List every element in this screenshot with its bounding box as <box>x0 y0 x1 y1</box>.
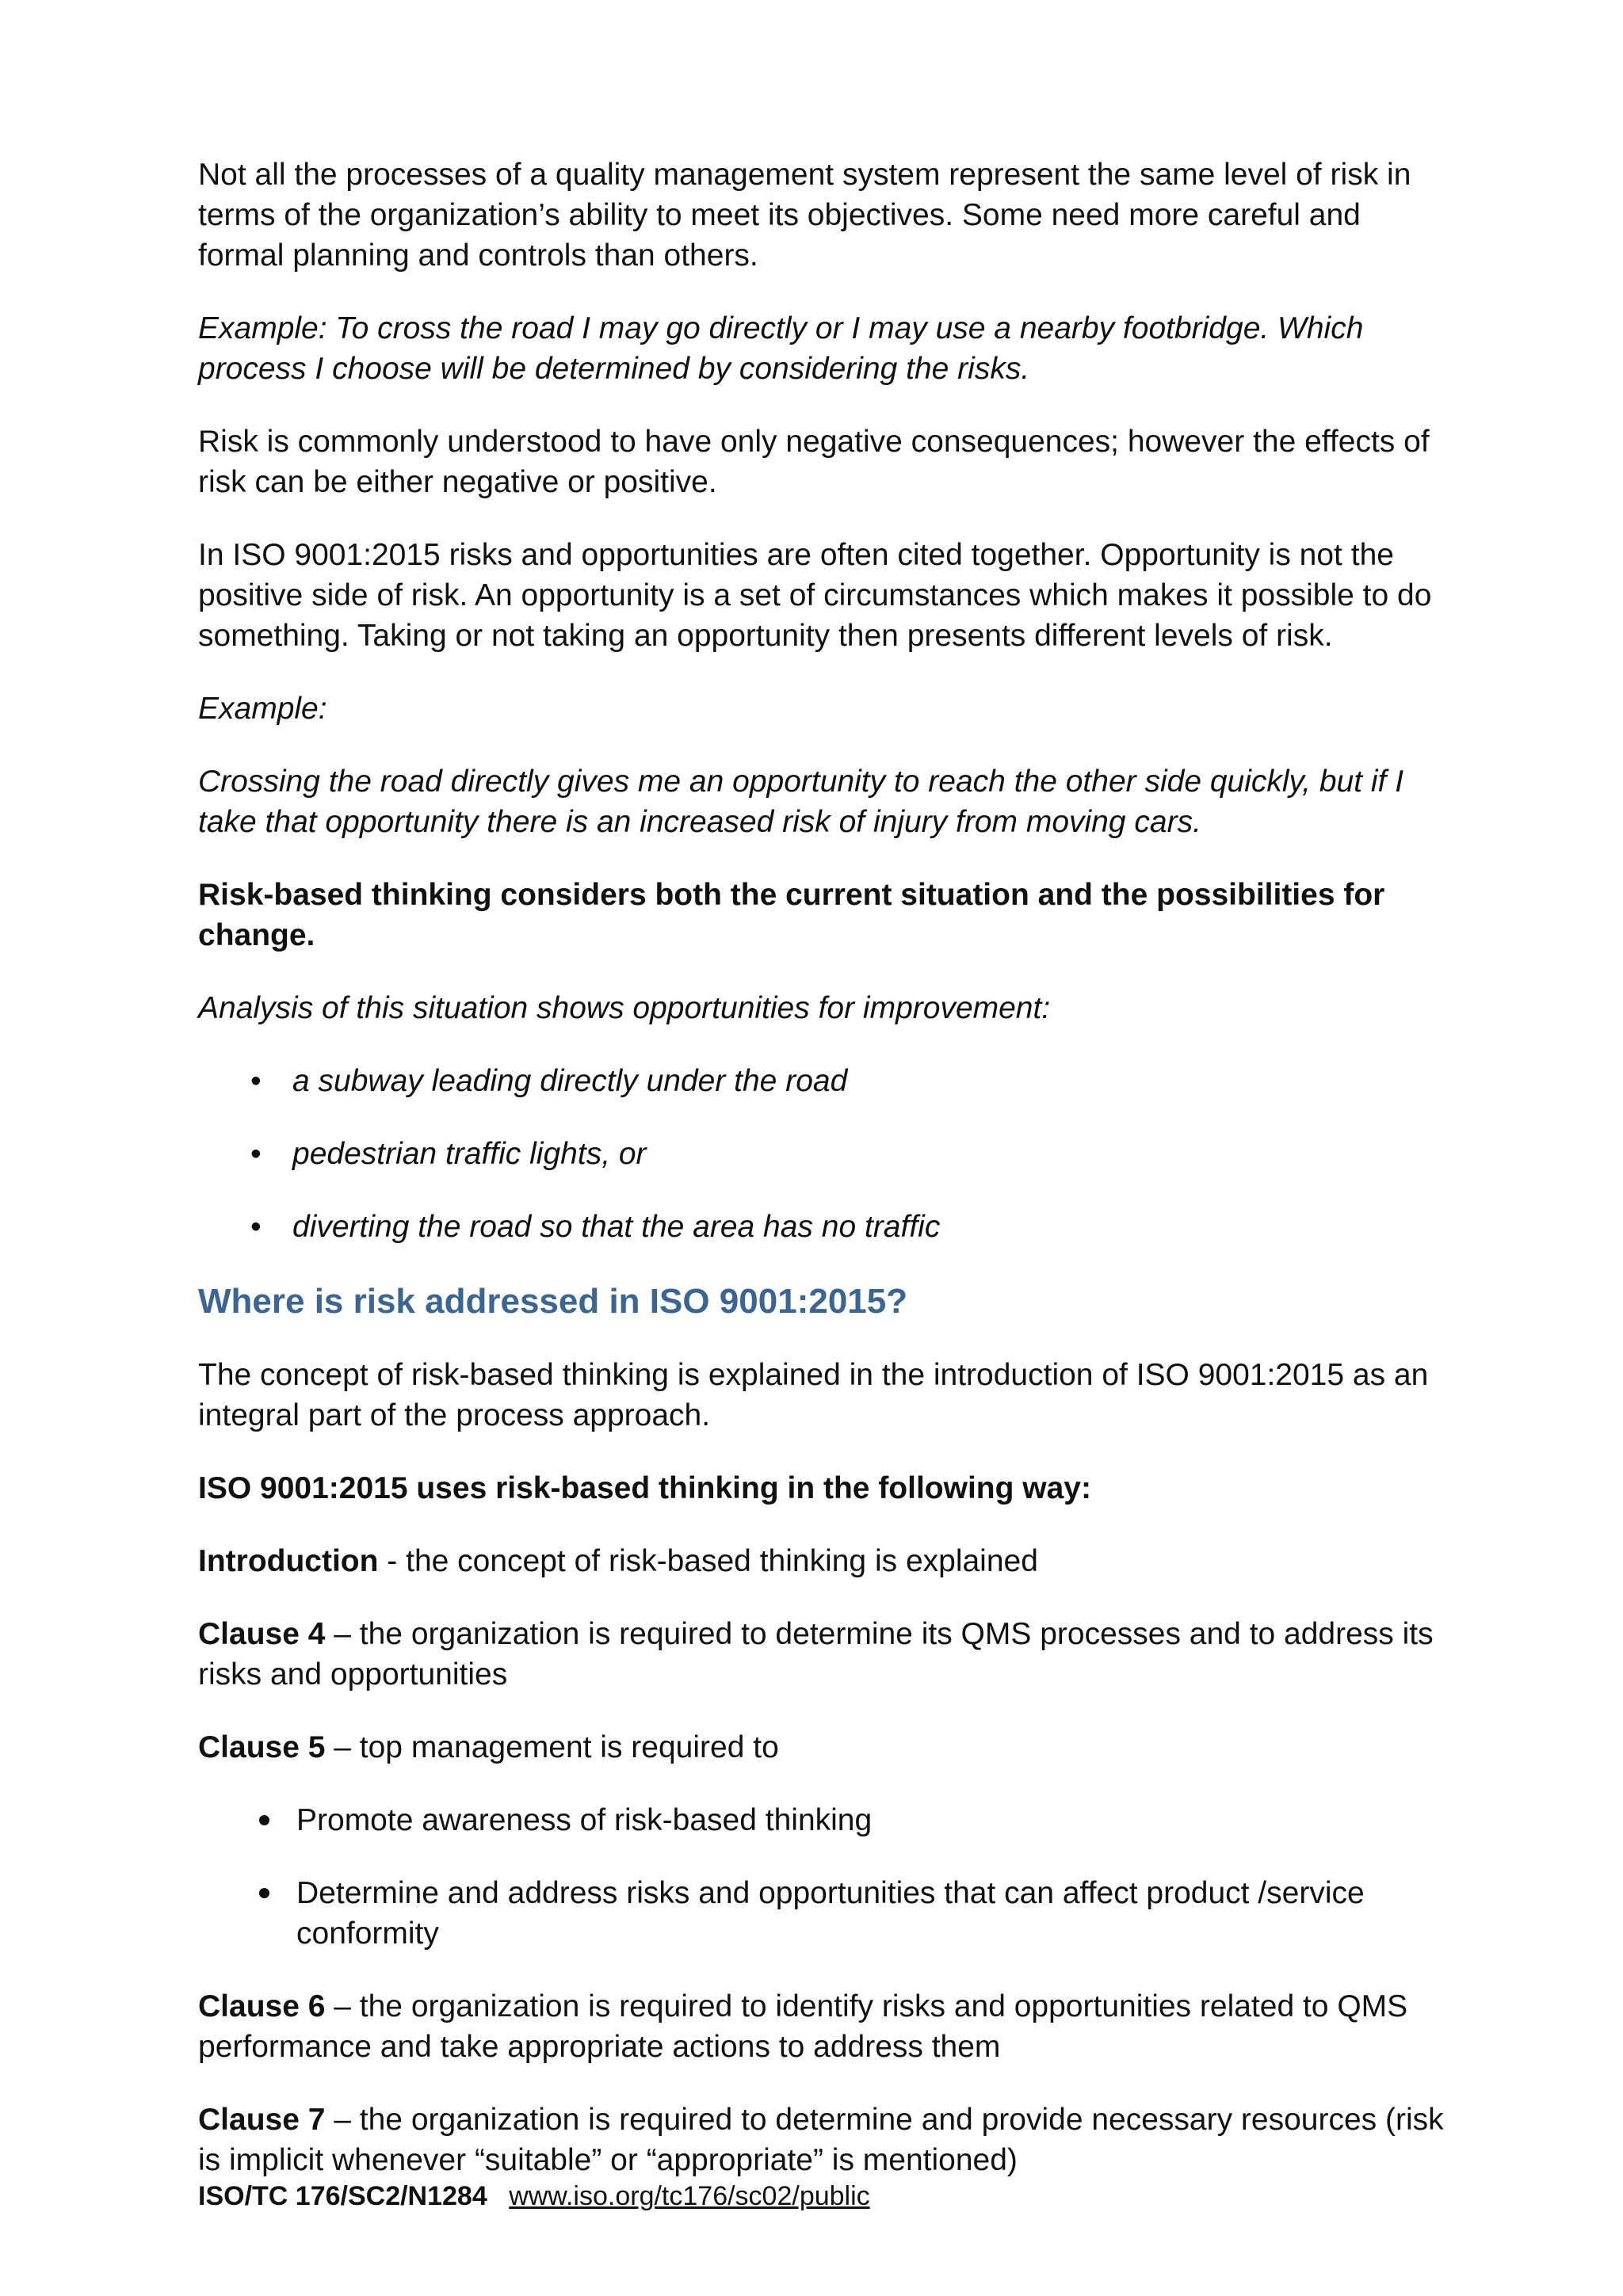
list-item-text: Determine and address risks and opportunities that can affect product /service conformity <box>296 1876 1365 1951</box>
paragraph-example-crossing: Crossing the road directly gives me an opportunity to reach the other side quickly, but if I take that opportunity there is an increased risk of injury from moving cars. <box>198 765 1404 839</box>
list-item <box>198 1134 1450 1174</box>
page-footer <box>198 2179 870 2214</box>
clause-5-list <box>198 1800 1450 1954</box>
clause-4-text: – the organization is required to determine its QMS processes and to address its risks and opportunities <box>198 1617 1434 1691</box>
clause-6-text: – the organization is required to identify risks and opportunities related to QMS performance and take appropriate actions to address them <box>198 1989 1408 2064</box>
paragraph-risk-consequences: Risk is commonly understood to have only negative consequences; however the effects of risk can be either negative or positive. <box>198 425 1430 499</box>
list-item-text: a subway leading directly under the road <box>292 1064 848 1098</box>
list-item <box>198 1873 1450 1954</box>
clause-7-label: Clause 7 <box>198 2103 326 2137</box>
paragraph-analysis: Analysis of this situation shows opportunities for improvement: <box>198 991 1051 1025</box>
paragraph-risk-based-thinking: Risk-based thinking considers both the current situation and the possibilities for change. <box>198 878 1385 952</box>
introduction-label: Introduction <box>198 1544 379 1578</box>
bullet: • <box>250 1210 262 1244</box>
paragraph-clause-7 <box>198 2100 1450 2180</box>
list-item-text: diverting the road so that the area has no traffic <box>292 1210 941 1244</box>
paragraph-clause-4 <box>198 1614 1450 1695</box>
introduction-text: - the concept of risk-based thinking is explained <box>378 1544 1038 1578</box>
improvement-list <box>198 1061 1450 1247</box>
list-item <box>198 1061 1450 1101</box>
document-page <box>198 154 1450 2213</box>
list-item <box>198 1800 1450 1840</box>
bullet-dot <box>259 1888 269 1898</box>
clause-5-text: – top management is required to <box>325 1730 779 1764</box>
list-item-text: pedestrian traffic lights, or <box>292 1137 647 1171</box>
clause-4-label: Clause 4 <box>198 1617 326 1651</box>
paragraph-clause-6 <box>198 1986 1450 2067</box>
footer-document-code: ISO/TC 176/SC2/N1284 <box>198 2181 487 2211</box>
paragraph-example-label: Example: <box>198 692 327 726</box>
list-item <box>198 1207 1450 1247</box>
clause-6-label: Clause 6 <box>198 1989 326 2023</box>
footer-url-link[interactable]: www.iso.org/tc176/sc02/public <box>509 2181 870 2211</box>
paragraph-opportunities: In ISO 9001:2015 risks and opportunities are often cited together. Opportunity is not the positive side of risk. An opportunity is a set of circumstances which makes it possible to do something. Taking or not taking an opportunity then presents different levels of risk. <box>198 538 1432 653</box>
paragraph-example-road: Example: To cross the road I may go directly or I may use a nearby footbridge. Which process I choose will be determined by considering the risks. <box>198 311 1364 386</box>
clause-7-text: – the organization is required to determine and provide necessary resources (risk is implicit whenever “suitable” or “appropriate” is mentioned) <box>198 2103 1444 2177</box>
section-heading: Where is risk addressed in ISO 9001:2015? <box>198 1282 908 1321</box>
bullet: • <box>250 1064 262 1098</box>
bullet-dot <box>259 1815 269 1825</box>
list-item-text: Promote awareness of risk-based thinking <box>296 1803 873 1837</box>
bullet: • <box>250 1137 262 1171</box>
clause-5-label: Clause 5 <box>198 1730 326 1764</box>
paragraph-risk-levels: Not all the processes of a quality management system represent the same level of risk in terms of the organization’s ability to meet its objectives. Some need more careful and formal planning and controls than others. <box>198 158 1411 273</box>
paragraph-clause-5 <box>198 1727 1450 1768</box>
paragraph-introduction <box>198 1541 1450 1581</box>
paragraph-concept-intro: The concept of risk-based thinking is explained in the introduction of ISO 9001:2015 as an integral part of the process approach. <box>198 1358 1429 1432</box>
paragraph-usage-lead: ISO 9001:2015 uses risk-based thinking in the following way: <box>198 1471 1091 1505</box>
